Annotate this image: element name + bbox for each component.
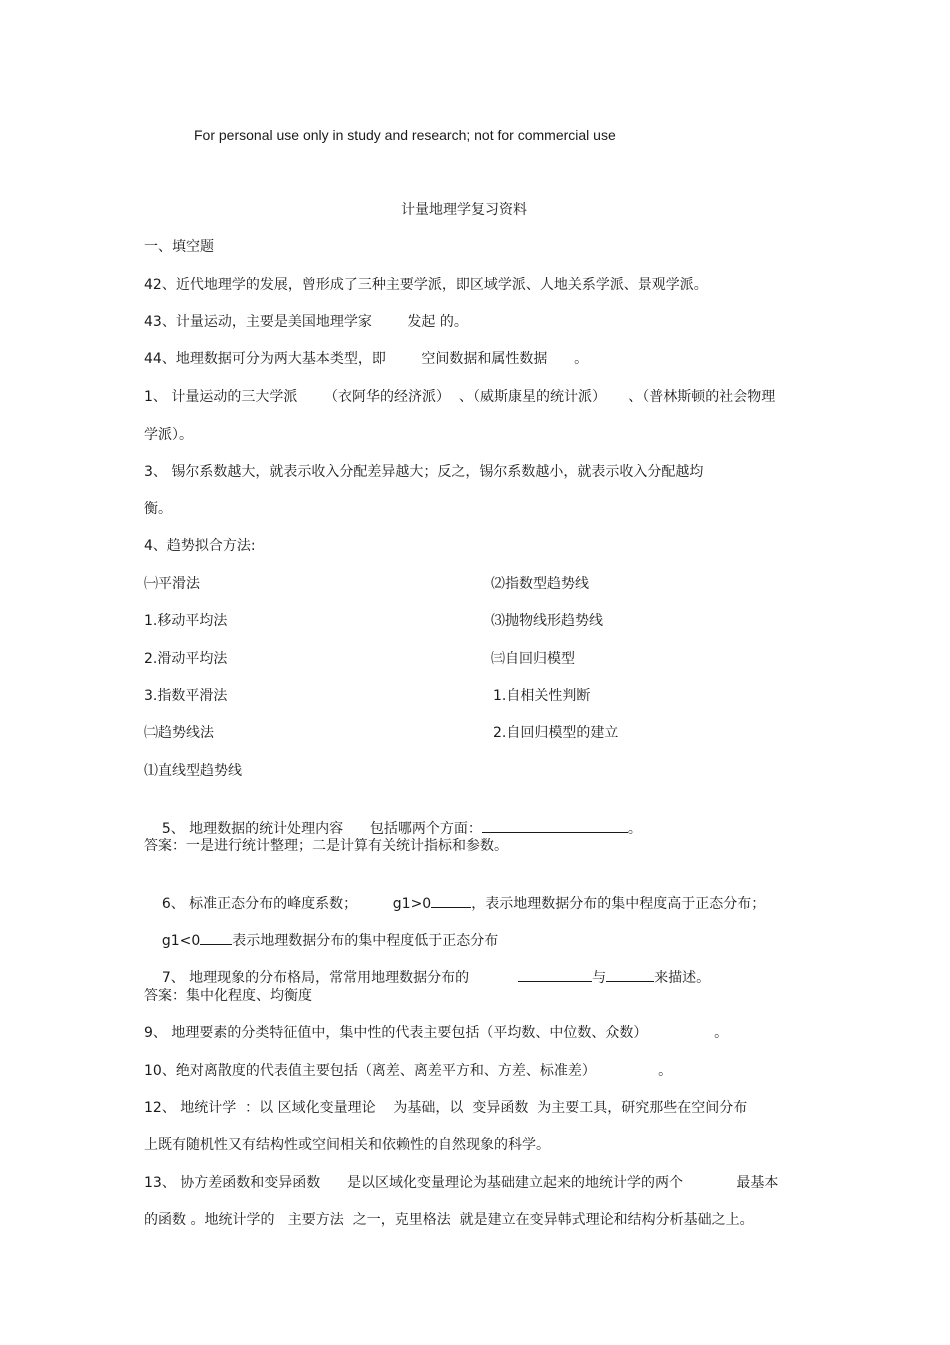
question-6b-text: g1<0 (161, 933, 201, 949)
question-3-line-2: 衡。 (144, 501, 172, 517)
question-12-line-1: 12、 地统计学 ：以 区域化变量理论 为基础，以 变异函数 为主要工具，研究那些在空间分布 (144, 1100, 748, 1116)
answer-blank (518, 967, 592, 982)
trend-right-item: ⑶抛物线形趋势线 (491, 613, 603, 629)
answer-blank (200, 930, 232, 945)
question-44: 44、地理数据可分为两大基本类型，即 空间数据和属性数据 。 (144, 351, 589, 367)
question-43: 43、计量运动，主要是美国地理学家 发起 的。 (144, 314, 468, 330)
question-42: 42、近代地理学的发展，曾形成了三种主要学派，即区域学派、人地关系学派、景观学派。 (144, 277, 708, 293)
question-3-line-1: 3、 锡尔系数越大，就表示收入分配差异越大；反之，锡尔系数越小，就表示收入分配越均 (144, 464, 704, 480)
question-7-mid: 与 (592, 970, 607, 986)
question-7-end: 来描述。 (654, 970, 711, 986)
trend-left-item: ⑴直线型趋势线 (144, 763, 242, 779)
question-13-line-1: 13、 协方差函数和变异函数 是以区域化变量理论为基础建立起来的地统计学的两个 最基本 (144, 1175, 779, 1191)
question-7-text: 7、 地理现象的分布格局，常常用地理数据分布的 (161, 970, 519, 986)
section-heading: 一、填空题 (144, 239, 214, 255)
document-title: 计量地理学复习资料 (401, 202, 527, 218)
question-5-end: 。 (627, 821, 642, 837)
trend-left-item: 2.滑动平均法 (144, 651, 228, 667)
answer-7: 答案：集中化程度、均衡度 (144, 988, 312, 1004)
question-5-text: 5、 地理数据的统计处理内容 包括哪两个方面： (161, 821, 482, 837)
question-1-line-1: 1、 计量运动的三大学派 （衣阿华的经济派） 、（威斯康星的统计派） 、（普林斯顿的社会物理 (144, 389, 776, 405)
question-6b-end: 表示地理数据分布的集中程度低于正态分布 (232, 933, 499, 949)
question-10: 10、绝对离散度的代表值主要包括（离差、离差平方和、方差、标准差） 。 (144, 1063, 673, 1079)
question-6-end: ，表示地理数据分布的集中程度高于正态分布； (471, 896, 766, 912)
answer-blank (482, 818, 628, 833)
trend-right-item: 1.自相关性判断 (493, 688, 591, 704)
trend-left-item: 3.指数平滑法 (144, 688, 228, 704)
trend-right-item: ㈢自回归模型 (491, 651, 575, 667)
trend-right-item: 2.自回归模型的建立 (493, 725, 619, 741)
trend-left-item: ㈠平滑法 (144, 576, 200, 592)
answer-5: 答案：一是进行统计整理；二是计算有关统计指标和参数。 (144, 838, 508, 854)
disclaimer-text: For personal use only in study and research; not for commercial use (194, 127, 616, 143)
question-4: 4、趋势拟合方法: (144, 538, 256, 554)
answer-blank (431, 893, 471, 908)
question-13-line-2: 的函数 。地统计学的 主要方法 之一，克里格法 就是建立在变异韩式理论和结构分析基础之上。 (144, 1212, 754, 1228)
trend-left-item: 1.移动平均法 (144, 613, 228, 629)
question-9: 9、 地理要素的分类特征值中，集中性的代表主要包括（平均数、中位数、众数） 。 (144, 1025, 729, 1041)
trend-left-item: ㈡趋势线法 (144, 725, 214, 741)
question-6-text: 6、 标准正态分布的峰度系数； g1>0 (161, 896, 432, 912)
question-1-line-2: 学派）。 (144, 427, 193, 443)
trend-right-item: ⑵指数型趋势线 (491, 576, 589, 592)
question-12-line-2: 上既有随机性又有结构性或空间相关和依赖性的自然现象的科学。 (144, 1137, 550, 1153)
answer-blank (606, 967, 654, 982)
